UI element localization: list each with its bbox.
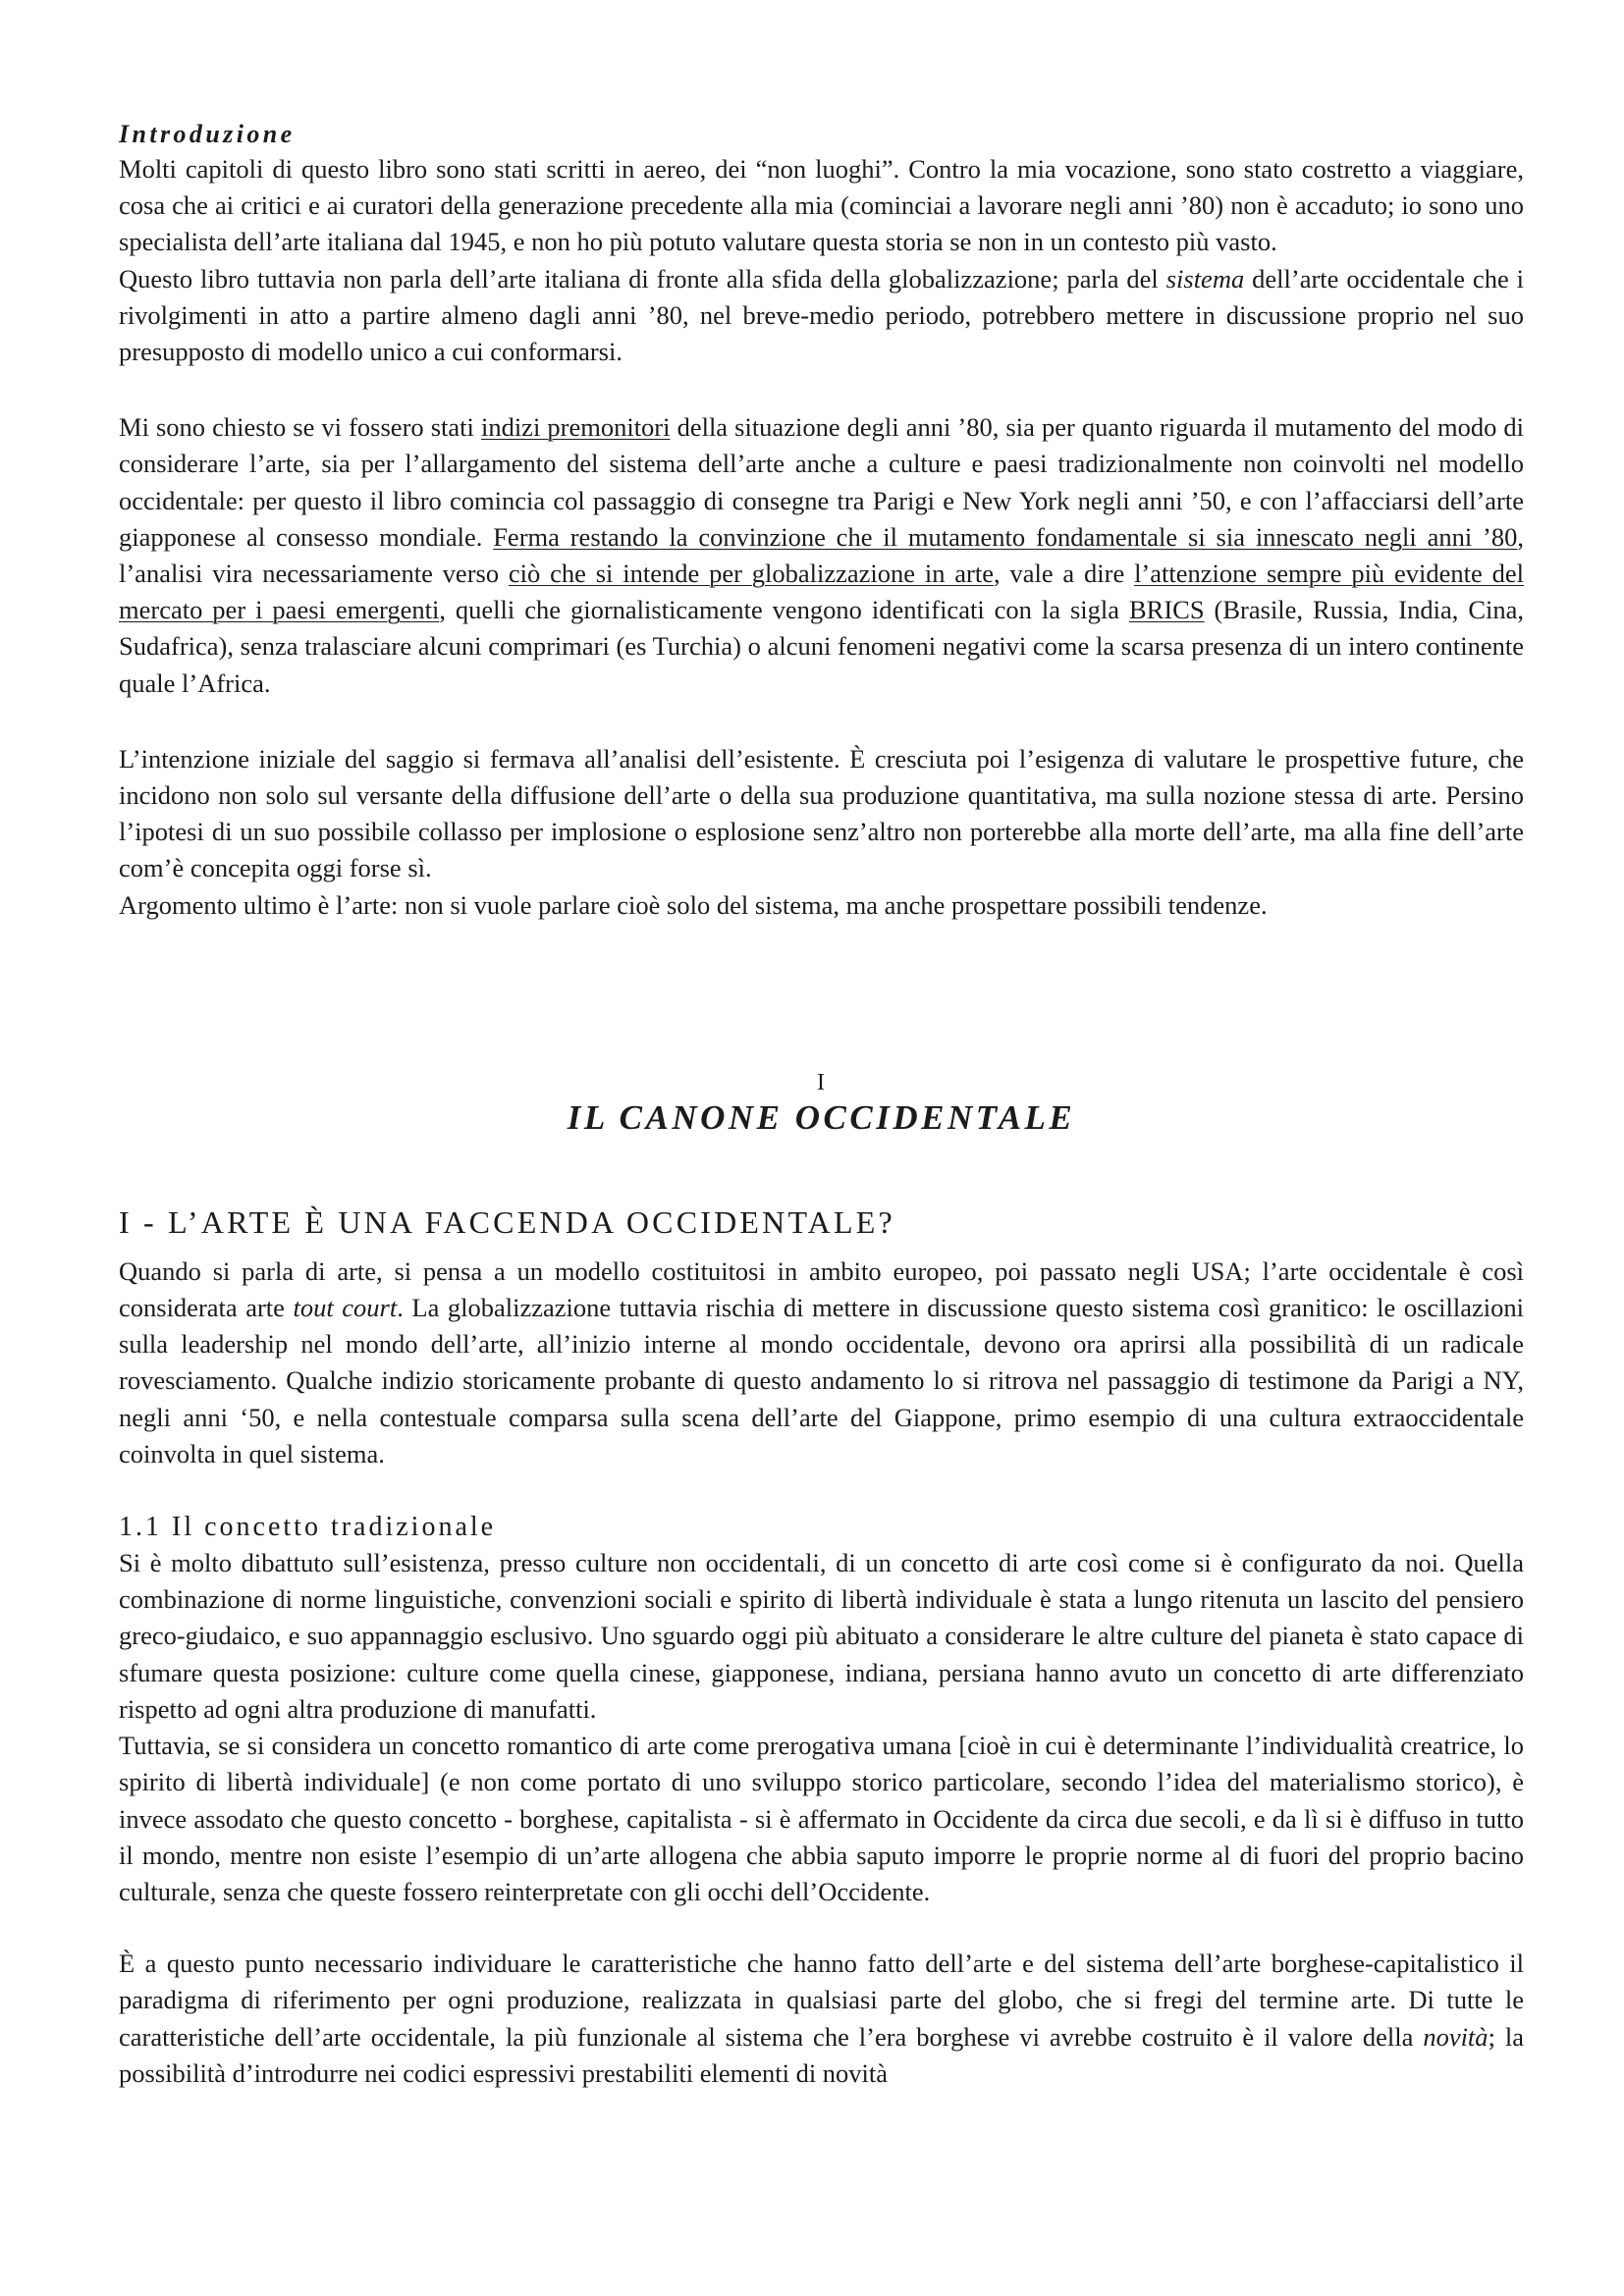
italic-text: novità (1423, 2021, 1489, 2052)
text-run: Questo libro tuttavia non parla dell’arte italiana di fronte alla sfida della globalizzazione; parla del (119, 263, 1166, 294)
italic-text: tout court (293, 1293, 398, 1323)
subsection-paragraph-1 (119, 1545, 1524, 1728)
intro-paragraph-2 (119, 261, 1524, 371)
text-run: Molti capitoli di questo libro sono stati scritti in aereo, dei “non luoghi”. Contro la mia vocazione, sono stato costretto a viaggiare, cosa che ai critici e ai curatori della generazione precedente alla mia (cominciai a lavorare negli anni ’80) non è accaduto; io sono uno specialista dell’arte italiana dal 1945, e non ho più potuto valutare questa storia se non in un contesto più vasto. (119, 154, 1524, 257)
text-run: (Brasile, Russia, India, Cina, Sudafrica), senza tralasciare alcuni comprimari (es Turchia) o alcuni fenomeni negativi come la scarsa presenza di un intero continente quale l’Africa. (119, 595, 1524, 698)
italic-text: sistema (1165, 263, 1245, 294)
text-run: È a questo punto necessario individuare le caratteristiche che hanno fatto dell’arte e del sistema dell’arte borghese-capitalistico il paradigma di riferimento per ogni produzione, realizzata in qualsiasi parte del globo, che si fregi del termine arte. Di tutte le caratteristiche dell’arte occidentale, la più funzionale al sistema che l’era borghese vi avrebbe costruito è il valore della (119, 1949, 1524, 2052)
underlined-text: Ferma restando la convinzione che il mutamento fondamentale si sia innescato negli anni ’80 (493, 521, 1518, 552)
chapter-title: IL CANONE OCCIDENTALE (567, 1097, 1076, 1137)
intro-paragraph-4 (119, 741, 1524, 887)
text-run: Argomento ultimo è l’arte: non si vuole parlare cioè solo del sistema, ma anche prospettare possibili tendenze. (119, 889, 1268, 920)
intro-paragraph-5 (119, 887, 1524, 924)
subsection-paragraph-2 (119, 1728, 1524, 1910)
chapter-number: I (817, 1069, 826, 1095)
chapter-header (119, 1069, 1524, 1140)
text-run: L’intenzione iniziale del saggio si fermava all’analisi dell’esistente. È cresciuta poi l’esigenza di valutare le prospettive future, che incidono non solo sul versante della diffusione dell’arte o della sua produzione quantitativa, ma sulla nozione stessa di arte. Persino l’ipotesi di un suo possibile collasso per implosione o esplosione senz’altro non porterebbe alla morte dell’arte, ma alla fine dell’arte com’è concepita oggi forse sì. (119, 743, 1524, 883)
section-heading: I - L’ARTE È UNA FACCENDA OCCIDENTALE? (119, 1203, 895, 1240)
text-run: . La globalizzazione tuttavia rischia di mettere in discussione questo sistema così granitico: le oscillazioni sulla leadership nel mondo dell’arte, all’inizio interne al mondo occidentale, devono ora aprirsi alla possibilità di un radicale rovesciamento. Qualche indizio storicamente probante di questo andamento lo si ritrova nel passaggio di testimone da Parigi a NY, negli anni ‘50, e nella contestuale comparsa sulla scena dell’arte del Giappone, primo esempio di una cultura extraoccidentale coinvolta in quel sistema. (119, 1293, 1524, 1468)
subsection-paragraph-3 (119, 1946, 1524, 2092)
text-run: ; la possibilità d’introdurre nei codici espressivi prestabiliti elementi di novità (119, 2021, 1524, 2088)
underlined-text: indizi premonitori (480, 412, 671, 443)
underlined-text: BRICS (1128, 595, 1205, 625)
text-run: Quando si parla di arte, si pensa a un modello costituitosi in ambito europeo, poi passato negli USA; l’arte occidentale è così considerata arte (119, 1255, 1524, 1323)
text-run: , vale a dire (994, 559, 1135, 589)
text-run: Mi sono chiesto se vi fossero stati (119, 412, 481, 443)
intro-title: Introduzione (119, 120, 296, 148)
text-run: della situazione degli anni ’80, sia per quanto riguarda il mutamento del modo di considerare l’arte, sia per l’allargamento del sistema dell’arte anche a culture e paesi tradizionalmente non coinvolti nel modello occidentale: per questo il libro comincia col passaggio di consegne tra Parigi e New York negli anni ’50, e con l’affacciarsi dell’arte giapponese al consesso mondiale. (119, 412, 1525, 552)
text-run: , quelli che giornalisticamente vengono identificati con la sigla (439, 595, 1129, 625)
text-run: Si è molto dibattuto sull’esistenza, presso culture non occidentali, di un concetto di arte così come si è configurato da noi. Quella combinazione di norme linguistiche, convenzioni sociali e spirito di libertà individuale è stata a lungo ritenuta un lascito del pensiero greco-giudaico, e suo appannaggio esclusivo. Uno sguardo oggi più abituato a considerare le altre culture del pianeta è stato capace di sfumare questa posizione: culture come quella cinese, giapponese, indiana, persiana hanno avuto un concetto di arte differenziato rispetto ad ogni altra produzione di manufatti. (119, 1548, 1524, 1724)
text-run: , l’analisi vira necessariamente verso (119, 521, 1524, 589)
underlined-text: ciò che si intende per globalizzazione in arte (508, 559, 994, 589)
section-paragraph-1 (119, 1254, 1524, 1472)
text-run: dell’arte occidentale che i rivolgimenti in atto a partire almeno dagli anni ’80, nel breve-medio periodo, potrebbero mettere in discussione proprio nel suo presupposto di modello unico a cui conformarsi. (119, 263, 1524, 367)
underlined-text: l’attenzione sempre più evidente del mercato per i paesi emergenti (119, 559, 1524, 625)
text-run: Tuttavia, se si considera un concetto romantico di arte come prerogativa umana [cioè in cui è determinante l’individualità creatrice, lo spirito di libertà individuale] (e non come portato di uno sviluppo storico particolare, secondo l’idea del materialismo storico), è invece assodato che questo concetto - borghese, capitalista - si è affermato in Occidente da circa due secoli, e da lì si è diffuso in tutto il mondo, mentre non esiste l’esempio di un’arte allogena che abbia saputo imporre le proprie norme al di fuori del proprio bacino culturale, senza che queste fossero reinterpretate con gli occhi dell’Occidente. (119, 1731, 1524, 1906)
intro-paragraph-1 (119, 151, 1524, 261)
intro-paragraph-3 (119, 409, 1524, 702)
subsection-heading: 1.1 Il concetto tradizionale (119, 1512, 497, 1543)
